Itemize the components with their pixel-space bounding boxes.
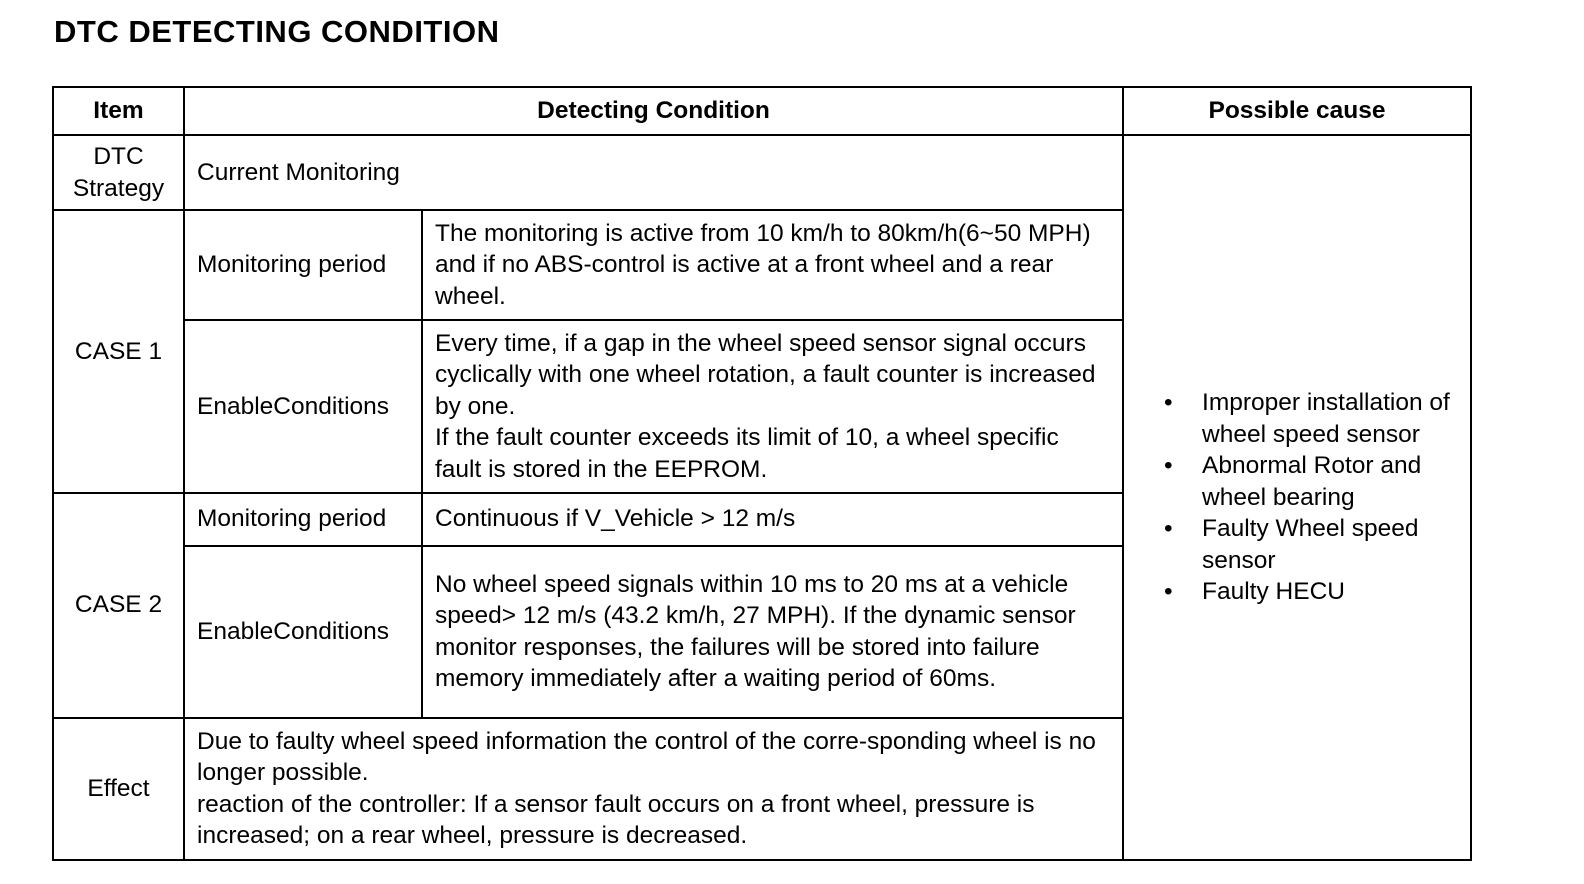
- header-detecting-condition: Detecting Condition: [184, 87, 1123, 135]
- strategy-item-cell: [53, 135, 184, 210]
- case1-monitoring-value: The monitoring is active from 10 km/h to 80km/h(6~50 MPH) and if no ABS-control is active at a front wheel and a rear wheel.: [422, 210, 1123, 320]
- bullet-icon: •: [1164, 389, 1173, 417]
- case1-enable-label: EnableConditions: [184, 320, 422, 492]
- case2-enable-value: No wheel speed signals within 10 ms to 20 ms at a vehicle speed> 12 m/s (43.2 km/h, 27 MPH). If the dynamic sensor monitor responses, the failures will be stored into failure memory immediately after a waiting period of 60ms.: [422, 546, 1123, 718]
- cause-item: [1164, 387, 1458, 450]
- cause-item: [1164, 450, 1458, 513]
- dtc-condition-table: [52, 86, 1472, 861]
- case2-enable-label: EnableConditions: [184, 546, 422, 718]
- case1-monitoring-label: Monitoring period: [184, 210, 422, 320]
- bullet-icon: •: [1164, 515, 1173, 543]
- page-title: DTC DETECTING CONDITION: [54, 14, 500, 49]
- case1-enable-value-cell: [422, 320, 1123, 492]
- cause-list: [1136, 387, 1458, 608]
- cause-text: Improper installation of wheel speed sensor: [1202, 389, 1450, 448]
- strategy-item-line1: DTC: [93, 143, 144, 171]
- header-item: Item: [53, 87, 184, 135]
- possible-cause-cell: [1123, 135, 1471, 860]
- case2-label: CASE 2: [53, 493, 184, 718]
- case2-monitoring-value: Continuous if V_Vehicle > 12 m/s: [422, 493, 1123, 546]
- strategy-row: [53, 135, 1471, 210]
- header-possible-cause: Possible cause: [1123, 87, 1471, 135]
- cause-item: [1164, 576, 1458, 608]
- case1-enable-value-1: Every time, if a gap in the wheel speed sensor signal occurs cyclically with one wheel rotation, a fault counter is increased by one.: [435, 329, 1096, 420]
- case2-monitoring-label: Monitoring period: [184, 493, 422, 546]
- case1-label: CASE 1: [53, 210, 184, 492]
- cause-item: [1164, 513, 1458, 576]
- bullet-icon: •: [1164, 452, 1173, 480]
- case1-enable-value-2: If the fault counter exceeds its limit of 10, a wheel specific fault is stored in the EEPROM.: [435, 424, 1059, 483]
- cause-text: Faulty Wheel speed sensor: [1202, 515, 1419, 574]
- table-header-row: [53, 87, 1471, 135]
- effect-value-1: Due to faulty wheel speed information the control of the corre-sponding wheel is no longer possible.: [197, 727, 1096, 787]
- bullet-icon: •: [1164, 578, 1173, 606]
- cause-text: Abnormal Rotor and wheel bearing: [1202, 452, 1422, 511]
- effect-label: Effect: [53, 718, 184, 860]
- strategy-item-line2: Strategy: [72, 174, 165, 202]
- cause-text: Faulty HECU: [1202, 578, 1345, 606]
- strategy-value: Current Monitoring: [184, 135, 1123, 210]
- effect-value-2: reaction of the controller: If a sensor fault occurs on a front wheel, pressure is increased; on a rear wheel, pressure is decreased.: [197, 790, 1035, 850]
- effect-value-cell: [184, 718, 1123, 860]
